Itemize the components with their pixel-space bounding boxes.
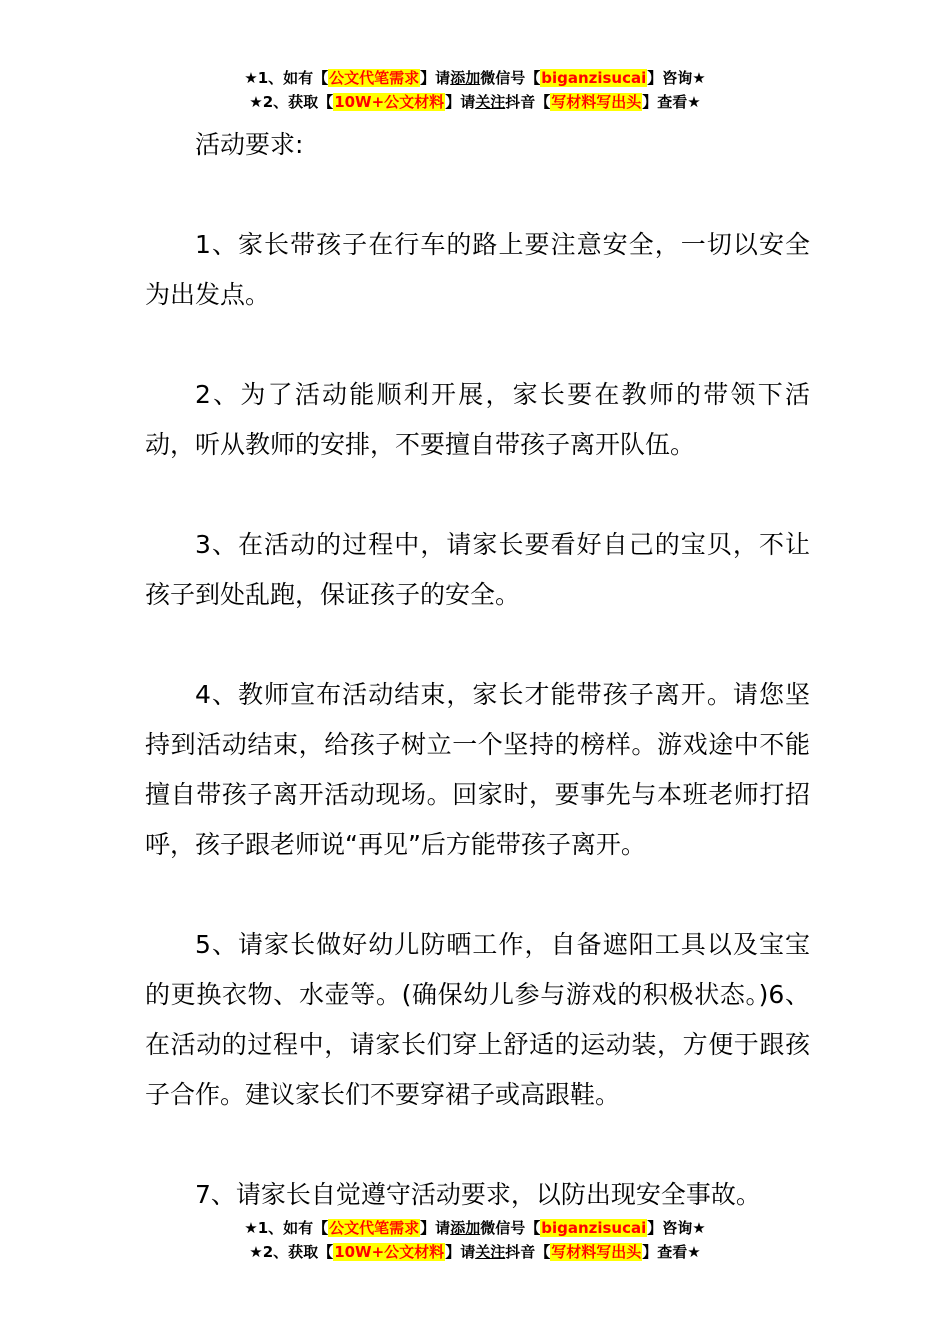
paragraph-1: 1、家长带孩子在行车的路上要注意安全，一切以安全为出发点。 bbox=[145, 230, 810, 309]
footer-banner bbox=[0, 1216, 950, 1264]
banner-highlight: biganzisucai bbox=[541, 69, 647, 87]
banner-underline: 关注 bbox=[475, 93, 506, 111]
paragraph-5: 5、请家长做好幼儿防晒工作，自备遮阳工具以及宝宝的更换衣物、水壶等。(确保幼儿参与游戏的积极状态。)6、在活动的过程中，请家长们穿上舒适的运动装，方便于跟孩子合作。建议家长们不要穿裙子或高跟鞋。 bbox=[145, 930, 810, 1109]
paragraph-3: 3、在活动的过程中，请家长要看好自己的宝贝，不让孩子到处乱跑，保证孩子的安全。 bbox=[145, 530, 810, 609]
banner-text: 】查看★ bbox=[642, 93, 701, 111]
banner-underline: 关注 bbox=[475, 1243, 506, 1261]
banner-text: 】查看★ bbox=[642, 1243, 701, 1261]
banner-text: 】请 bbox=[420, 1219, 451, 1237]
banner-highlight: 公文代笔需求 bbox=[329, 1219, 420, 1237]
banner-text: 】咨询★ bbox=[647, 1219, 706, 1237]
section-heading: 活动要求: bbox=[195, 130, 304, 159]
banner-line-2 bbox=[0, 1240, 950, 1264]
banner-text: 微信号【 bbox=[480, 69, 541, 87]
banner-text: ★2、获取【 bbox=[249, 93, 334, 111]
banner-text: ★1、如有【 bbox=[244, 1219, 329, 1237]
paragraph-6: 7、请家长自觉遵守活动要求，以防出现安全事故。 bbox=[195, 1180, 761, 1209]
paragraph-2: 2、为了活动能顺利开展，家长要在教师的带领下活动，听从教师的安排，不要擅自带孩子离开队伍。 bbox=[145, 380, 810, 459]
banner-text: ★2、获取【 bbox=[249, 1243, 334, 1261]
banner-highlight: 10W+公文材料 bbox=[334, 1243, 445, 1261]
banner-text: 】请 bbox=[420, 69, 451, 87]
paragraph-4: 4、教师宣布活动结束，家长才能带孩子离开。请您坚持到活动结束，给孩子树立一个坚持的榜样。游戏途中不能擅自带孩子离开活动现场。回家时，要事先与本班老师打招呼，孩子跟老师说“再见”后方能带孩子离开。 bbox=[145, 680, 810, 859]
banner-highlight: biganzisucai bbox=[541, 1219, 647, 1237]
banner-line-2 bbox=[0, 90, 950, 114]
banner-highlight: 写材料写出头 bbox=[551, 93, 642, 111]
banner-text: 】咨询★ bbox=[647, 69, 706, 87]
header-banner bbox=[0, 66, 950, 114]
banner-line-1 bbox=[0, 1216, 950, 1240]
banner-text: ★1、如有【 bbox=[244, 69, 329, 87]
banner-text: 微信号【 bbox=[480, 1219, 541, 1237]
banner-highlight: 10W+公文材料 bbox=[334, 93, 445, 111]
document-body bbox=[145, 120, 810, 1270]
banner-text: 抖音【 bbox=[505, 93, 551, 111]
banner-line-1 bbox=[0, 66, 950, 90]
banner-text: 抖音【 bbox=[505, 1243, 551, 1261]
banner-underline: 添加 bbox=[450, 1219, 481, 1237]
banner-text: 】请 bbox=[445, 93, 476, 111]
banner-underline: 添加 bbox=[450, 69, 481, 87]
banner-highlight: 公文代笔需求 bbox=[329, 69, 420, 87]
banner-highlight: 写材料写出头 bbox=[551, 1243, 642, 1261]
banner-text: 】请 bbox=[445, 1243, 476, 1261]
